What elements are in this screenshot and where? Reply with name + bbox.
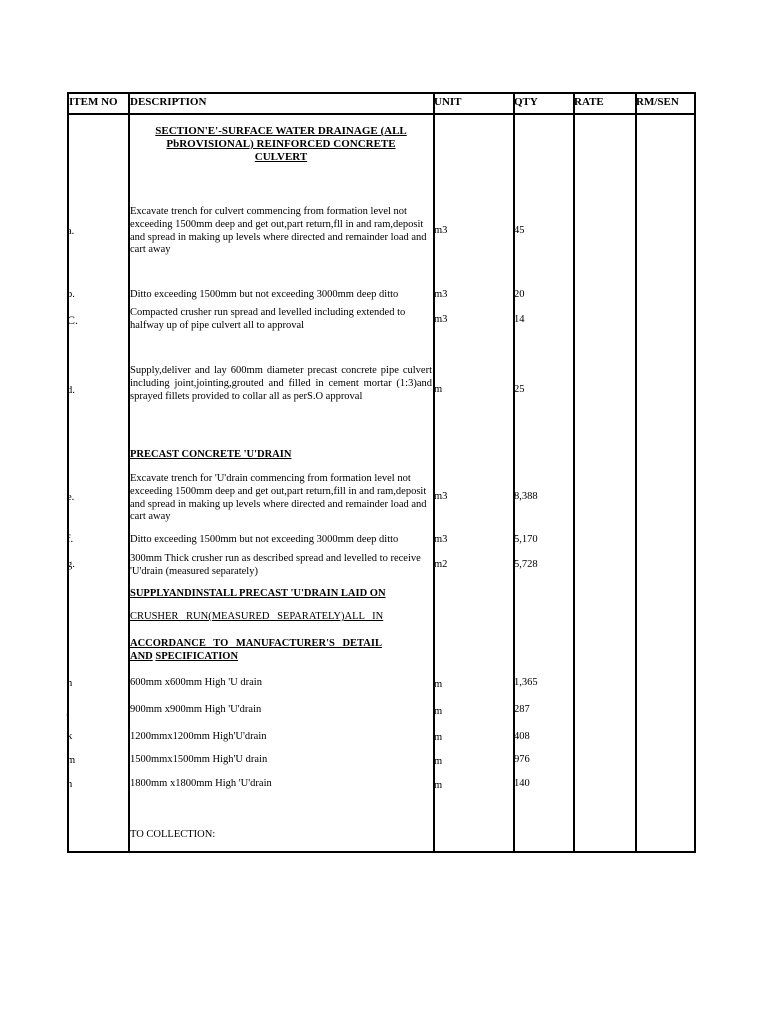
subsection-heading: PRECAST CONCRETE 'U'DRAIN <box>130 449 292 460</box>
item-qty: 1,365 <box>514 677 538 688</box>
header-unit: UNIT <box>434 96 462 108</box>
item-number: C. <box>67 313 79 327</box>
section-title-line: PbROVISIONAL) REINFORCED CONCRETE <box>166 138 396 150</box>
column-divider <box>573 94 575 851</box>
item-description: 300mm Thick crusher run as described spread and levelled to receive 'U'drain (measured separately) <box>130 553 421 577</box>
item-description: Ditto exceeding 1500mm but not exceeding 3000mm deep ditto <box>130 289 399 300</box>
header-qty: QTY <box>514 96 538 108</box>
item-qty: 140 <box>514 778 530 789</box>
item-qty: 45 <box>514 225 525 236</box>
column-divider <box>635 94 637 851</box>
subsection-heading: CRUSHER RUN(MEASURED SEPARATELY)ALL IN <box>130 611 384 622</box>
to-collection-label: TO COLLECTION: <box>130 829 216 840</box>
item-number: j <box>67 705 70 716</box>
item-unit: m <box>434 679 443 690</box>
item-description: Compacted crusher run spread and levelled including extended to halfway up of pipe culvert all to approval <box>130 307 406 331</box>
item-unit: m <box>434 780 443 791</box>
header-description: DESCRIPTION <box>130 96 207 108</box>
item-unit: m2 <box>434 559 448 570</box>
item-unit: m3 <box>434 314 448 325</box>
item-number: h <box>67 678 73 689</box>
item-description: 1500mmx1500mm High'U drain <box>130 754 268 765</box>
item-number: n <box>67 779 73 790</box>
header-rm-sen: RM/SEN <box>636 96 679 108</box>
item-description: 900mm x900mm High 'U'drain <box>130 704 262 715</box>
item-description: 1200mmx1200mm High'U'drain <box>130 731 267 742</box>
item-unit: m3 <box>434 491 448 502</box>
item-description: 600mm x600mm High 'U drain <box>130 677 262 688</box>
item-number: a. <box>67 226 75 237</box>
item-qty: 976 <box>514 754 530 765</box>
item-number: g. <box>67 559 75 570</box>
item-qty: 20 <box>514 289 525 300</box>
item-qty: 25 <box>514 384 525 395</box>
section-title <box>136 125 426 164</box>
item-description: Excavate trench for culvert commencing from formation level not exceeding 1500mm deep and get out,part return,fll in and ram,deposit and spread in making up levels where directed and remainder load and cart away <box>130 206 427 256</box>
item-unit: m3 <box>434 289 448 300</box>
item-unit: m <box>434 384 443 395</box>
item-qty: 8,388 <box>514 491 538 502</box>
item-unit: m3 <box>434 225 448 236</box>
header-divider <box>69 113 694 115</box>
item-qty: 287 <box>514 704 530 715</box>
item-qty: 408 <box>514 731 530 742</box>
subsection-heading: ACCORDANCE TO MANUFACTURER'S DETAIL <box>130 638 382 649</box>
item-unit: m3 <box>434 534 448 545</box>
item-qty: 5,170 <box>514 534 538 545</box>
item-number: e. <box>67 492 75 503</box>
item-number: m <box>67 755 76 766</box>
item-unit: m <box>434 706 443 717</box>
header-item-no: ITEM NO <box>69 96 118 108</box>
item-qty: 14 <box>514 314 525 325</box>
heading-word: SPECIFICATION <box>155 651 239 662</box>
item-description: Supply,deliver and lay 600mm diameter precast concrete pipe culvert including joint,jointing,grouted and filled in cement mortar (1:3)and sprayed fillets provided to collar all as perS.O approval <box>130 365 432 402</box>
section-title-line: SECTION'E'-SURFACE WATER DRAINAGE (ALL <box>155 125 407 137</box>
item-unit: m <box>434 732 443 743</box>
item-number: k <box>67 731 73 742</box>
item-description: Excavate trench for 'U'drain commencing from formation level not exceeding 1500mm deep and get out,part return,fill in and ram,deposit and spread in making up levels where directed and remainder load and cart away <box>130 473 427 523</box>
subsection-heading <box>130 651 238 664</box>
item-number: b. <box>67 289 75 300</box>
item-number: f. <box>67 534 74 545</box>
item-number: d. <box>67 385 75 396</box>
item-description: Ditto exceeding 1500mm but not exceeding 3000mm deep ditto <box>130 534 399 545</box>
section-title-line: CULVERT <box>254 151 308 163</box>
item-qty: 5,728 <box>514 559 538 570</box>
item-description: 1800mm x1800mm High 'U'drain <box>130 778 272 789</box>
subsection-heading: SUPPLYANDINSTALL PRECAST 'U'DRAIN LAID ON <box>130 588 386 599</box>
header-rate: RATE <box>574 96 604 108</box>
heading-word: AND <box>130 651 153 662</box>
item-unit: m <box>434 756 443 767</box>
